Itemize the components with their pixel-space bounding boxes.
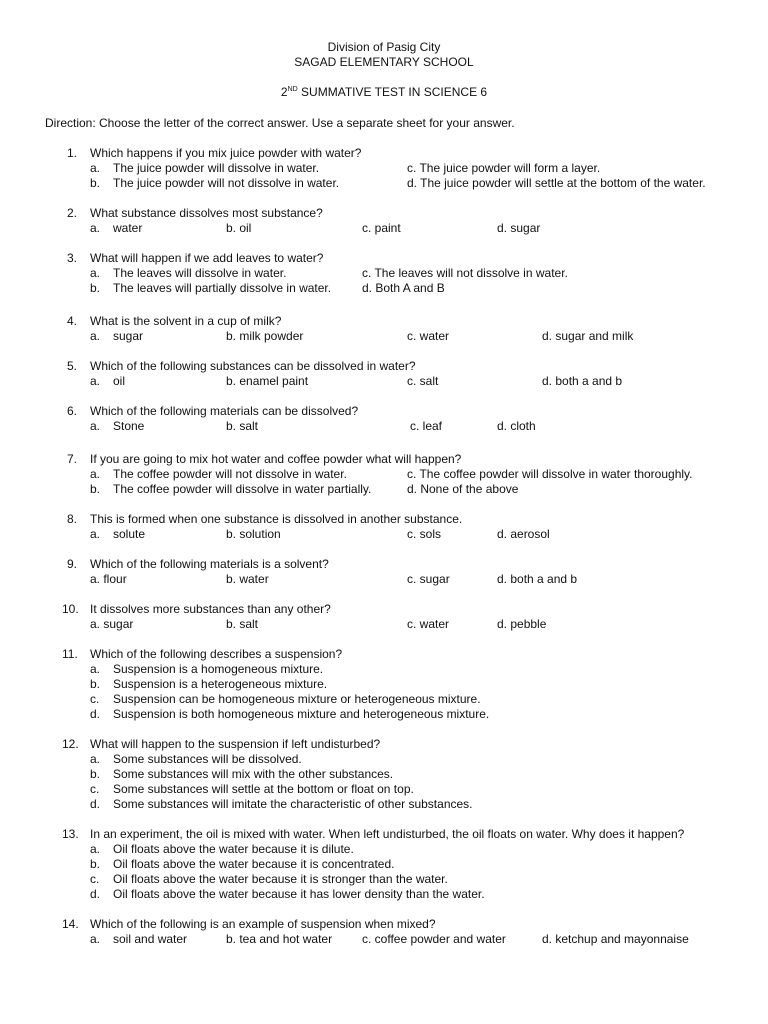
question-number: 13. xyxy=(62,827,79,841)
question-text: In an experiment, the oil is mixed with water. When left undisturbed, the oil floats on water. Why does it happen? xyxy=(90,827,685,841)
choice-text: c. sols xyxy=(407,527,442,541)
question-number: 9. xyxy=(67,557,78,571)
choice-text: Some substances will mix with the other substances. xyxy=(113,767,394,781)
question-number: 14. xyxy=(62,917,79,931)
choice-letter: b. xyxy=(90,482,101,496)
choice-text: d. None of the above xyxy=(407,482,519,496)
choice-letter: a. xyxy=(90,662,101,676)
choice-text: b. water xyxy=(226,572,269,586)
choice-text: Some substances will settle at the bottom or float on top. xyxy=(113,782,414,796)
choice-letter: d. xyxy=(90,887,101,901)
question-text: Which of the following describes a suspension? xyxy=(90,647,343,661)
choice-text: a. flour xyxy=(90,572,127,586)
choice-text: Oil floats above the water because it is stronger than the water. xyxy=(113,872,448,886)
question-number: 2. xyxy=(67,206,78,220)
question-number: 6. xyxy=(67,404,78,418)
choice-text: c. water xyxy=(407,617,450,631)
choice-text: a. sugar xyxy=(90,617,134,631)
choice-text: c. The juice powder will form a layer. xyxy=(407,161,601,175)
choice-text: c. water xyxy=(407,329,450,343)
choice-text: Oil floats above the water because it has lower density than the water. xyxy=(113,887,485,901)
choice-text: c. salt xyxy=(407,374,439,388)
choice-text: solute xyxy=(113,527,146,541)
choice-letter: a. xyxy=(90,467,101,481)
choice-text: b. salt xyxy=(226,617,259,631)
choice-text: d. aerosol xyxy=(497,527,550,541)
question-text: Which of the following materials can be dissolved? xyxy=(90,404,359,418)
choice-text: Some substances will imitate the characteristic of other substances. xyxy=(113,797,473,811)
choice-text: Some substances will be dissolved. xyxy=(113,752,302,766)
question-text: Which happens if you mix juice powder with water? xyxy=(90,146,362,160)
choice-text: sugar xyxy=(113,329,144,343)
test-ordinal: 2 xyxy=(280,85,288,99)
choice-text: b. enamel paint xyxy=(226,374,309,388)
test-title xyxy=(0,85,768,100)
directions: Direction: Choose the letter of the correct answer. Use a separate sheet for your answer. xyxy=(45,116,515,130)
choice-text: The leaves will partially dissolve in water. xyxy=(113,281,332,295)
choice-letter: a. xyxy=(90,842,101,856)
choice-letter: c. xyxy=(90,872,100,886)
choice-letter: b. xyxy=(90,281,101,295)
question-text: What will happen to the suspension if left undisturbed? xyxy=(90,737,381,751)
choice-text: d. cloth xyxy=(497,419,536,433)
choice-text: Suspension can be homogeneous mixture or heterogeneous mixture. xyxy=(113,692,481,706)
choice-text: c. The leaves will not dissolve in water. xyxy=(362,266,568,280)
choice-text: d. ketchup and mayonnaise xyxy=(542,932,689,946)
choice-text: d. The juice powder will settle at the bottom of the water. xyxy=(407,176,706,190)
choice-letter: d. xyxy=(90,707,101,721)
choice-letter: b. xyxy=(90,857,101,871)
choice-text: The coffee powder will not dissolve in water. xyxy=(113,467,347,481)
choice-text: The juice powder will not dissolve in water. xyxy=(113,176,340,190)
choice-text: b. solution xyxy=(226,527,281,541)
question-number: 3. xyxy=(67,251,78,265)
question-text: Which of the following is an example of suspension when mixed? xyxy=(90,917,436,931)
choice-text: Stone xyxy=(113,419,145,433)
choice-letter: a. xyxy=(90,329,101,343)
choice-text: d. sugar and milk xyxy=(542,329,634,343)
test-ordinal-suffix: ND xyxy=(287,86,298,93)
choice-text: b. salt xyxy=(226,419,259,433)
question-number: 8. xyxy=(67,512,78,526)
choice-text: b. milk powder xyxy=(226,329,304,343)
question-number: 10. xyxy=(62,602,79,616)
question-number: 7. xyxy=(67,452,78,466)
choice-letter: a. xyxy=(90,266,101,280)
choice-text: c. The coffee powder will dissolve in water thoroughly. xyxy=(407,467,693,481)
choice-letter: a. xyxy=(90,527,101,541)
question-text: Which of the following substances can be dissolved in water? xyxy=(90,359,416,373)
choice-text: Suspension is a homogeneous mixture. xyxy=(113,662,324,676)
choice-text: c. paint xyxy=(362,221,401,235)
question-text: What is the solvent in a cup of milk? xyxy=(90,314,282,328)
choice-letter: c. xyxy=(90,782,100,796)
choice-text: soil and water xyxy=(113,932,188,946)
choice-text: The juice powder will dissolve in water. xyxy=(113,161,320,175)
choice-letter: a. xyxy=(90,374,101,388)
choice-text: The coffee powder will dissolve in water partially. xyxy=(113,482,372,496)
test-title-text: SUMMATIVE TEST IN SCIENCE 6 xyxy=(301,85,488,99)
choice-text: d. sugar xyxy=(497,221,541,235)
choice-letter: b. xyxy=(90,176,101,190)
choice-text: Oil floats above the water because it is dilute. xyxy=(113,842,354,856)
question-number: 1. xyxy=(67,146,78,160)
school-name: SAGAD ELEMENTARY SCHOOL xyxy=(294,55,474,69)
choice-text: Suspension is a heterogeneous mixture. xyxy=(113,677,328,691)
choice-text: Oil floats above the water because it is concentrated. xyxy=(113,857,395,871)
choice-text: d. pebble xyxy=(497,617,547,631)
question-text: It dissolves more substances than any other? xyxy=(90,602,331,616)
question-number: 11. xyxy=(62,647,78,661)
question-text: What substance dissolves most substance? xyxy=(90,206,323,220)
choice-letter: a. xyxy=(90,419,101,433)
choice-letter: c. xyxy=(90,692,100,706)
choice-text: d. both a and b xyxy=(497,572,578,586)
question-text: What will happen if we add leaves to water? xyxy=(90,251,324,265)
choice-text: Suspension is both homogeneous mixture and heterogeneous mixture. xyxy=(113,707,490,721)
division-name: Division of Pasig City xyxy=(327,40,441,54)
choice-letter: a. xyxy=(90,752,101,766)
choice-text: water xyxy=(113,221,143,235)
choice-letter: b. xyxy=(90,677,101,691)
choice-letter: d. xyxy=(90,797,101,811)
choice-text: d. Both A and B xyxy=(362,281,445,295)
choice-letter: a. xyxy=(90,932,101,946)
choice-text: oil xyxy=(113,374,126,388)
choice-letter: a. xyxy=(90,161,101,175)
question-number: 4. xyxy=(67,314,78,328)
question-text: If you are going to mix hot water and coffee powder what will happen? xyxy=(90,452,462,466)
choice-text: d. both a and b xyxy=(542,374,623,388)
choice-letter: b. xyxy=(90,767,101,781)
choice-text: b. tea and hot water xyxy=(226,932,333,946)
choice-text: c. coffee powder and water xyxy=(362,932,506,946)
choice-text: The leaves will dissolve in water. xyxy=(113,266,287,280)
choice-text: c. sugar xyxy=(407,572,450,586)
question-number: 12. xyxy=(62,737,79,751)
choice-text: c. leaf xyxy=(410,419,443,433)
choice-letter: a. xyxy=(90,221,101,235)
question-number: 5. xyxy=(67,359,78,373)
question-text: This is formed when one substance is dissolved in another substance. xyxy=(90,512,463,526)
question-text: Which of the following materials is a solvent? xyxy=(90,557,329,571)
choice-text: b. oil xyxy=(226,221,252,235)
